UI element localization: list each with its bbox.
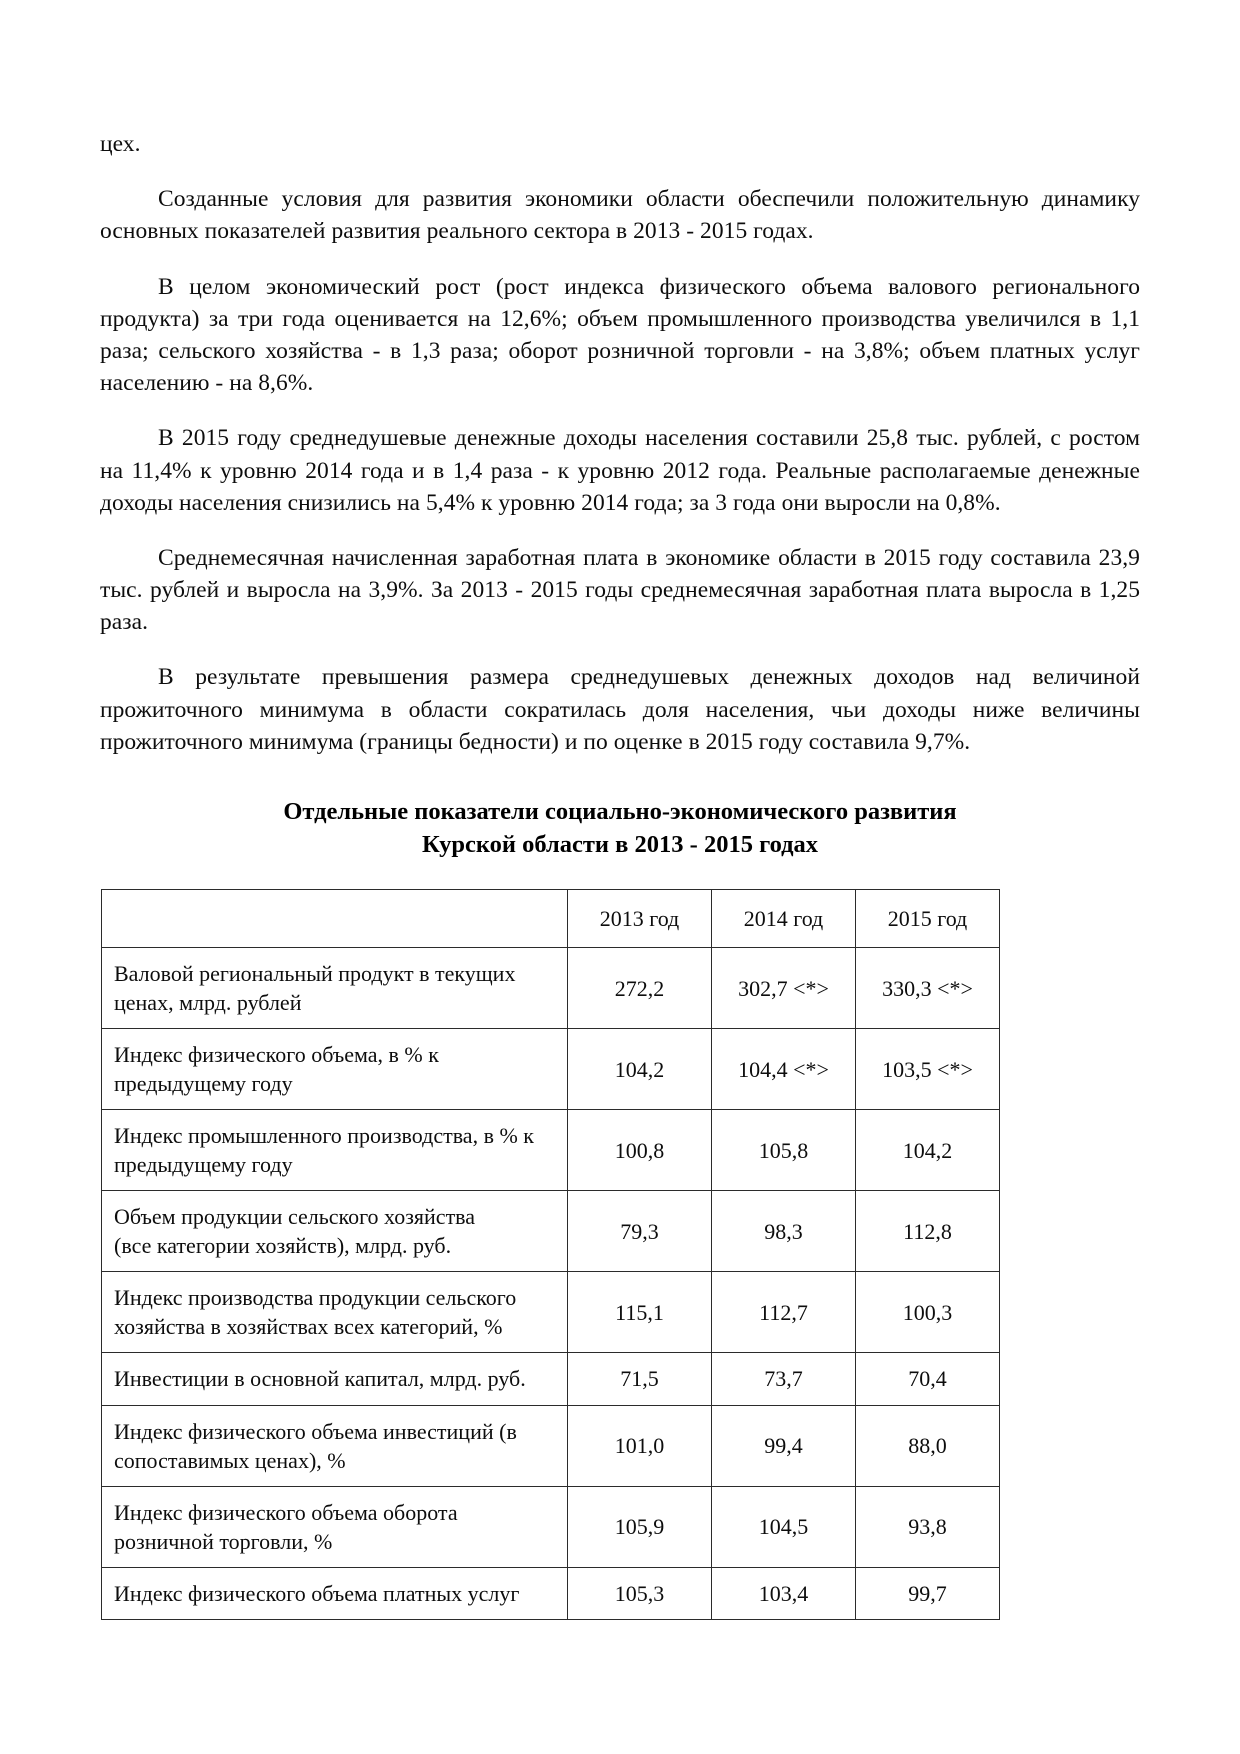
cell-2015: 70,4 [856,1353,1000,1405]
cell-2013: 272,2 [568,948,712,1029]
row-label-line-1: Объем продукции сельского хозяйства [114,1204,476,1230]
cell-2014: 98,3 [712,1191,856,1272]
row-label [102,1486,568,1567]
paragraph-spacer [100,519,1140,542]
cell-2015: 99,7 [856,1567,1000,1619]
table-title [100,796,1140,861]
page-content [100,128,1140,1620]
cell-2014: 99,4 [712,1405,856,1486]
row-label [102,1029,568,1110]
row-label-line-2: предыдущему году [114,1152,293,1178]
paragraph-average-wage: Среднемесячная начисленная заработная плата в экономике области в 2015 году составила 23,9 тыс. рублей и выросла на 3,9%. За 2013 - 2015 годы среднемесячная заработная плата выросла в 1,25 раза. [100,544,1140,636]
cell-2013: 104,2 [568,1029,712,1110]
cell-2014: 103,4 [712,1567,856,1619]
cell-2013: 71,5 [568,1353,712,1405]
row-label [102,1405,568,1486]
column-header-2013: 2013 год [568,890,712,948]
table-row [102,948,1000,1029]
cell-2015: 104,2 [856,1110,1000,1191]
paragraph-spacer [100,248,1140,271]
column-header-2015: 2015 год [856,890,1000,948]
cell-2013: 79,3 [568,1191,712,1272]
table-title-line-2: Курской области в 2013 - 2015 годах [421,830,819,858]
paragraph-spacer [100,638,1140,661]
table-header [102,890,1000,948]
row-label-line-1: Индекс физического объема, в % к [114,1042,439,1068]
paragraph-spacer [100,399,1140,422]
row-label-line-1: Индекс промышленного производства, в % к [114,1123,534,1149]
column-header-indicator [102,890,568,948]
table-header-row [102,890,1000,948]
table-row [102,1029,1000,1110]
paragraph-spacer [100,160,1140,183]
table-row [102,1405,1000,1486]
table-title-line-1: Отдельные показатели социально-экономического развития [283,798,957,825]
row-label-line-2: сопоставимых ценах), % [114,1447,346,1473]
table-row [102,1567,1000,1619]
cell-2014: 105,8 [712,1110,856,1191]
cell-2014: 112,7 [712,1272,856,1353]
cell-2015: 103,5 <*> [856,1029,1000,1110]
cell-2015: 330,3 <*> [856,948,1000,1029]
row-label [102,948,568,1029]
row-label-line-2: хозяйства в хозяйствах всех категорий, % [114,1314,503,1340]
table-row [102,1272,1000,1353]
table-body [102,948,1000,1620]
row-label [102,1110,568,1191]
paragraph-orphan-line: цех. [100,131,141,157]
cell-2014: 73,7 [712,1353,856,1405]
row-label-line-1: Индекс производства продукции сельского [114,1285,517,1311]
row-label-line-1: Инвестиции в основной капитал, млрд. руб. [114,1366,526,1392]
cell-2013: 115,1 [568,1272,712,1353]
cell-2013: 105,3 [568,1567,712,1619]
cell-2015: 93,8 [856,1486,1000,1567]
row-label-line-2: розничной торговли, % [114,1528,333,1554]
row-label-line-1: Индекс физического объема инвестиций (в [114,1418,517,1444]
row-label-line-2: предыдущему году [114,1071,293,1097]
paragraph-poverty-share: В результате превышения размера среднедушевых денежных доходов над величиной прожиточного минимума в области сократилась доля населения, чьи доходы ниже величины прожиточного минимума (границы бедности) и по оценке в 2015 году составила 9,7%. [100,664,1140,755]
row-label-line-1: Валовой региональный продукт в текущих [114,961,516,987]
row-label-line-1: Индекс физического объема платных услуг [114,1580,520,1606]
cell-2013: 100,8 [568,1110,712,1191]
table-row [102,1486,1000,1567]
table-row [102,1191,1000,1272]
cell-2014: 104,4 <*> [712,1029,856,1110]
paragraph-economic-growth: В целом экономический рост (рост индекса физического объема валового регионального продукта) за три года оценивается на 12,6%; объем промышленного производства увеличился в 1,1 раза; сельского хозяйства - в 1,3 раза; оборот розничной торговли - на 3,8%; объем платных услуг населению - на 8,6%. [100,273,1140,397]
cell-2013: 101,0 [568,1405,712,1486]
row-label-line-2: (все категории хозяйств), млрд. руб. [114,1233,452,1259]
row-label [102,1272,568,1353]
cell-2015: 112,8 [856,1191,1000,1272]
row-label [102,1191,568,1272]
column-header-2014: 2014 год [712,890,856,948]
row-label [102,1567,568,1619]
cell-2014: 104,5 [712,1486,856,1567]
table-row [102,1110,1000,1191]
cell-2014: 302,7 <*> [712,948,856,1029]
paragraph-incomes-2015: В 2015 году среднедушевые денежные доходы населения составили 25,8 тыс. рублей, с ростом на 11,4% к уровню 2014 года и в 1,4 раза - к уровню 2012 года. Реальные располагаемые денежные доходы населения снизились на 5,4% к уровню 2014 года; за 3 года они выросли на 0,8%. [100,425,1140,516]
cell-2013: 105,9 [568,1486,712,1567]
row-label-line-2: ценах, млрд. рублей [114,990,302,1016]
cell-2015: 88,0 [856,1405,1000,1486]
indicators-table [101,889,1000,1620]
table-row [102,1353,1000,1405]
paragraph-created-conditions: Созданные условия для развития экономики области обеспечили положительную динамику основных показателей развития реального сектора в 2013 - 2015 годах. [100,186,1140,245]
row-label [102,1353,568,1405]
row-label-line-1: Индекс физического объема оборота [114,1499,458,1525]
cell-2015: 100,3 [856,1272,1000,1353]
